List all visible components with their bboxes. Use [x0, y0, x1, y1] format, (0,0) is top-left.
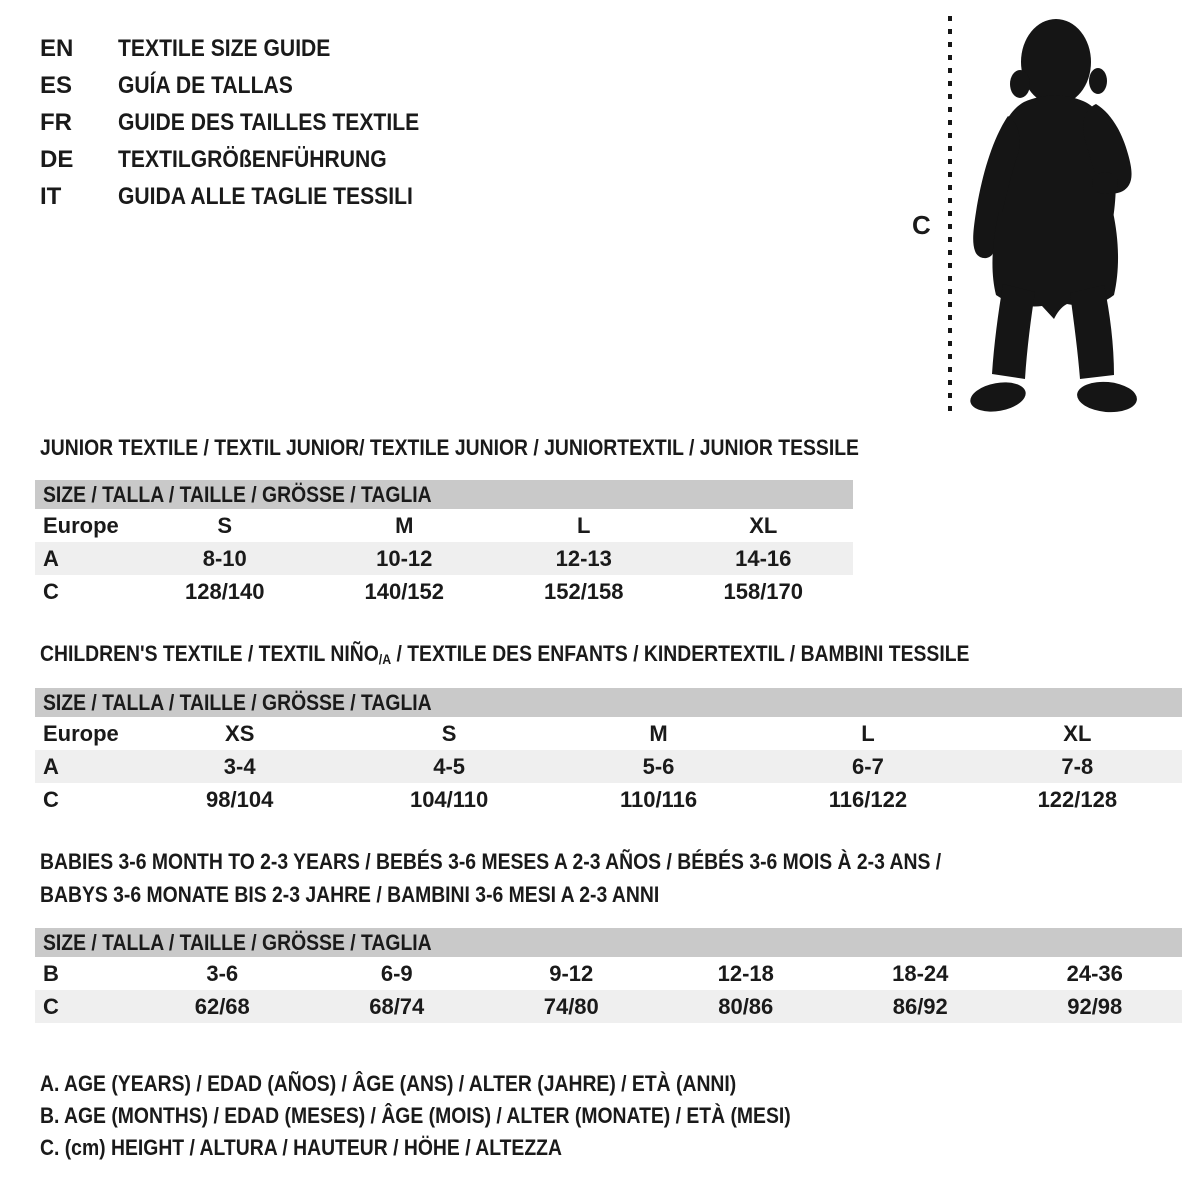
height-cell: 122/128 [1037, 786, 1118, 812]
legend-line-c [40, 1132, 893, 1164]
children-row-age [35, 750, 1182, 783]
month-cell: 3-6 [206, 960, 239, 986]
age-cell: 14-16 [735, 545, 792, 571]
junior-section-title [40, 431, 971, 464]
legend-line-b [40, 1100, 893, 1132]
junior-row-age [35, 542, 853, 575]
age-cell: 3-4 [223, 753, 256, 779]
junior-row-height [35, 575, 853, 608]
month-cell: 12-18 [717, 960, 774, 986]
language-row-it [40, 178, 460, 215]
babies-section-title [40, 845, 1064, 911]
row-label: C [43, 786, 59, 812]
row-label: C [43, 993, 59, 1019]
guide-title-fr: GUIDE DES TAILLES TEXTILE [118, 108, 420, 136]
guide-title-it: GUIDA ALLE TAGLIE TESSILI [118, 182, 413, 210]
age-cell: 6-7 [852, 753, 884, 779]
row-label: Europe [43, 512, 119, 538]
language-code: ES [40, 71, 73, 99]
size-cell: XL [1063, 720, 1092, 746]
size-cell: S [441, 720, 457, 746]
row-label: Europe [43, 720, 119, 746]
toddler-silhouette [962, 12, 1142, 420]
month-cell: 6-9 [380, 960, 413, 986]
row-label: A [43, 753, 59, 779]
language-code: DE [40, 145, 74, 173]
size-cell: S [217, 512, 233, 538]
language-code: EN [40, 34, 74, 62]
language-row-fr [40, 104, 460, 141]
babies-size-table [35, 928, 1182, 1023]
children-row-height [35, 783, 1182, 816]
language-row-es [40, 67, 460, 104]
toddler-silhouette-shape [968, 19, 1138, 416]
age-cell: 10-12 [376, 545, 433, 571]
age-cell: 12-13 [555, 545, 612, 571]
size-header-label: SIZE / TALLA / TAILLE / GRÖSSE / TAGLIA [43, 929, 432, 955]
legend-line-c-text: C. (cm) HEIGHT / ALTURA / HAUTEUR / HÖHE / ALTEZZA [40, 1135, 562, 1160]
height-cell: 74/80 [543, 993, 599, 1019]
height-cell: 98/104 [206, 786, 274, 812]
size-header-label: SIZE / TALLA / TAILLE / GRÖSSE / TAGLIA [43, 481, 432, 507]
children-row-europe [35, 717, 1182, 750]
babies-row-height [35, 990, 1182, 1023]
height-cell: 110/116 [619, 786, 698, 812]
junior-size-table [35, 480, 853, 608]
size-cell: XS [225, 720, 255, 746]
junior-table-header [35, 480, 853, 509]
children-size-table [35, 688, 1182, 816]
guide-title-es: GUÍA DE TALLAS [118, 71, 293, 99]
row-label: B [43, 960, 59, 986]
language-row-de [40, 141, 460, 178]
children-title-subscript: /A [378, 651, 392, 667]
language-row-en [40, 30, 460, 67]
height-measure-label: C [912, 210, 931, 240]
children-section-title [40, 637, 1096, 676]
height-cell: 104/110 [409, 786, 489, 812]
height-cell: 68/74 [369, 993, 425, 1019]
height-cell: 86/92 [892, 993, 948, 1019]
month-cell: 9-12 [549, 960, 594, 986]
height-dashed-line [948, 16, 952, 416]
children-title-pre: CHILDREN'S TEXTILE / TEXTIL NIÑO [40, 641, 379, 666]
row-label: C [43, 578, 59, 604]
size-cell: L [861, 720, 875, 746]
height-cell: 116/122 [828, 786, 908, 812]
height-cell: 80/86 [718, 993, 774, 1019]
size-cell: XL [749, 512, 778, 538]
children-section-title-text [40, 637, 969, 676]
legend-line-a-text: A. AGE (YEARS) / EDAD (AÑOS) / ÂGE (ANS) / ALTER (JAHRE) / ETÀ (ANNI) [40, 1071, 737, 1096]
height-cell: 152/158 [543, 578, 624, 604]
babies-title-line2: BABYS 3-6 MONATE BIS 2-3 JAHRE / BAMBINI 3-6 MESI A 2-3 ANNI [40, 882, 660, 907]
guide-title-en: TEXTILE SIZE GUIDE [118, 34, 331, 62]
age-cell: 7-8 [1061, 753, 1094, 779]
row-label: A [43, 545, 59, 571]
age-cell: 5-6 [642, 753, 675, 779]
height-cell: 92/98 [1067, 993, 1123, 1019]
language-code: FR [40, 108, 72, 136]
size-cell: M [395, 512, 414, 538]
size-cell: M [649, 720, 668, 746]
age-cell: 4-5 [433, 753, 465, 779]
size-header-label: SIZE / TALLA / TAILLE / GRÖSSE / TAGLIA [43, 689, 432, 715]
children-title-post: / TEXTILE DES ENFANTS / KINDERTEXTIL / BAMBINI TESSILE [391, 641, 970, 666]
legend-line-a [40, 1068, 893, 1100]
height-cell: 62/68 [194, 993, 250, 1019]
children-table-header [35, 688, 1182, 717]
language-code: IT [40, 182, 62, 210]
height-cell: 158/170 [723, 578, 804, 604]
legend-line-b-text: B. AGE (MONTHS) / EDAD (MESES) / ÂGE (MOIS) / ALTER (MONATE) / ETÀ (MESI) [40, 1103, 791, 1128]
height-cell: 128/140 [184, 578, 265, 604]
language-title-list [40, 30, 460, 215]
age-cell: 8-10 [202, 545, 247, 571]
measurement-legend [40, 1068, 893, 1164]
junior-section-title-text: JUNIOR TEXTILE / TEXTIL JUNIOR/ TEXTILE JUNIOR / JUNIORTEXTIL / JUNIOR TESSILE [40, 435, 859, 460]
height-cell: 140/152 [364, 578, 445, 604]
month-cell: 24-36 [1066, 960, 1123, 986]
babies-row-months [35, 957, 1182, 990]
month-cell: 18-24 [892, 960, 949, 986]
size-cell: L [577, 512, 591, 538]
babies-title-line1: BABIES 3-6 MONTH TO 2-3 YEARS / BEBÉS 3-6 MESES A 2-3 AÑOS / BÉBÉS 3-6 MOIS À 2-3 ANS / [40, 849, 942, 874]
junior-row-europe [35, 509, 853, 542]
babies-table-header [35, 928, 1182, 957]
guide-title-de: TEXTILGRÖßENFÜHRUNG [118, 145, 387, 173]
